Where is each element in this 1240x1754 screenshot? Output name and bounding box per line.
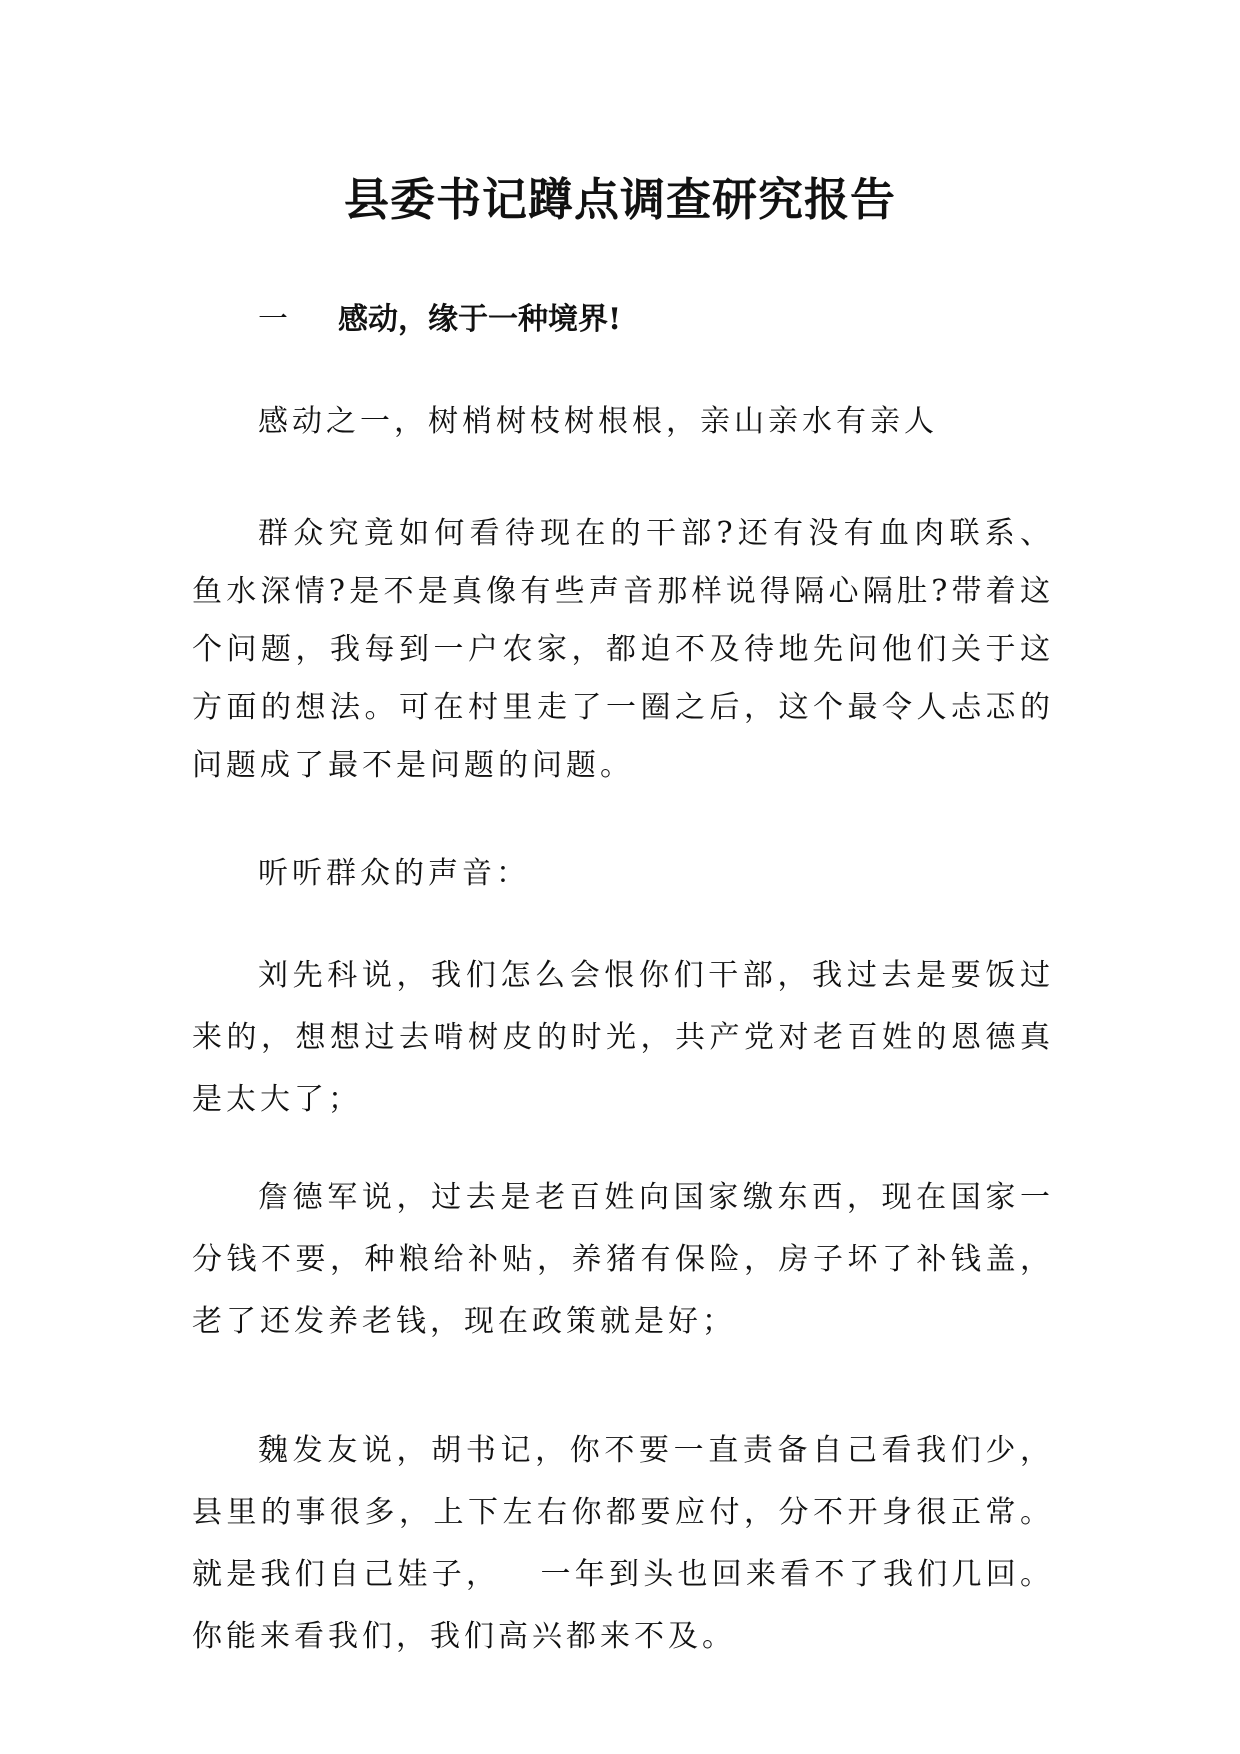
- paragraph-wei-fayou-part1: 魏发友说，胡书记，你不要一直责备自己看我们少，县里的事很多，上下左右你都要应付，分不开身很正常。就是我们自己娃子，: [192, 1433, 1054, 1592]
- paragraph-listen: 听听群众的声音：: [258, 856, 530, 891]
- paragraph-zhan-dejun: 詹德军说，过去是老百姓向国家缴东西，现在国家一分钱不要，种粮给补贴，养猪有保险，房子坏了补钱盖，老了还发养老钱，现在政策就是好；: [192, 1180, 1054, 1339]
- paragraph-wei-fayou-part2: 一年到头也回来看不了我们几回。你能来看我们，我们高兴都来不及。: [192, 1557, 1054, 1654]
- paragraph-liu-xianke: 刘先科说，我们怎么会恨你们干部，我过去是要饭过来的，想想过去啃树皮的时光，共产党对老百姓的恩德真是太大了；: [192, 958, 1054, 1117]
- paragraph-wei-fayou: [192, 1420, 1054, 1668]
- document-title: 县委书记蹲点调查研究报告: [343, 173, 896, 226]
- section-number: 一: [258, 302, 288, 337]
- section-heading-text: 感动，缘于一种境界!: [338, 302, 622, 337]
- paragraph-question: 群众究竟如何看待现在的干部?还有没有血肉联系、鱼水深情?是不是真像有些声音那样说得隔心隔肚?带着这个问题，我每到一户农家，都迫不及待地先问他们关于这方面的想法。可在村里走了一圈之后，这个最令人忐忑的问题成了最不是问题的问题。: [192, 516, 1054, 783]
- section-heading: [258, 298, 621, 342]
- paragraph-subheading: 感动之一，树梢树枝树根根，亲山亲水有亲人: [258, 404, 938, 439]
